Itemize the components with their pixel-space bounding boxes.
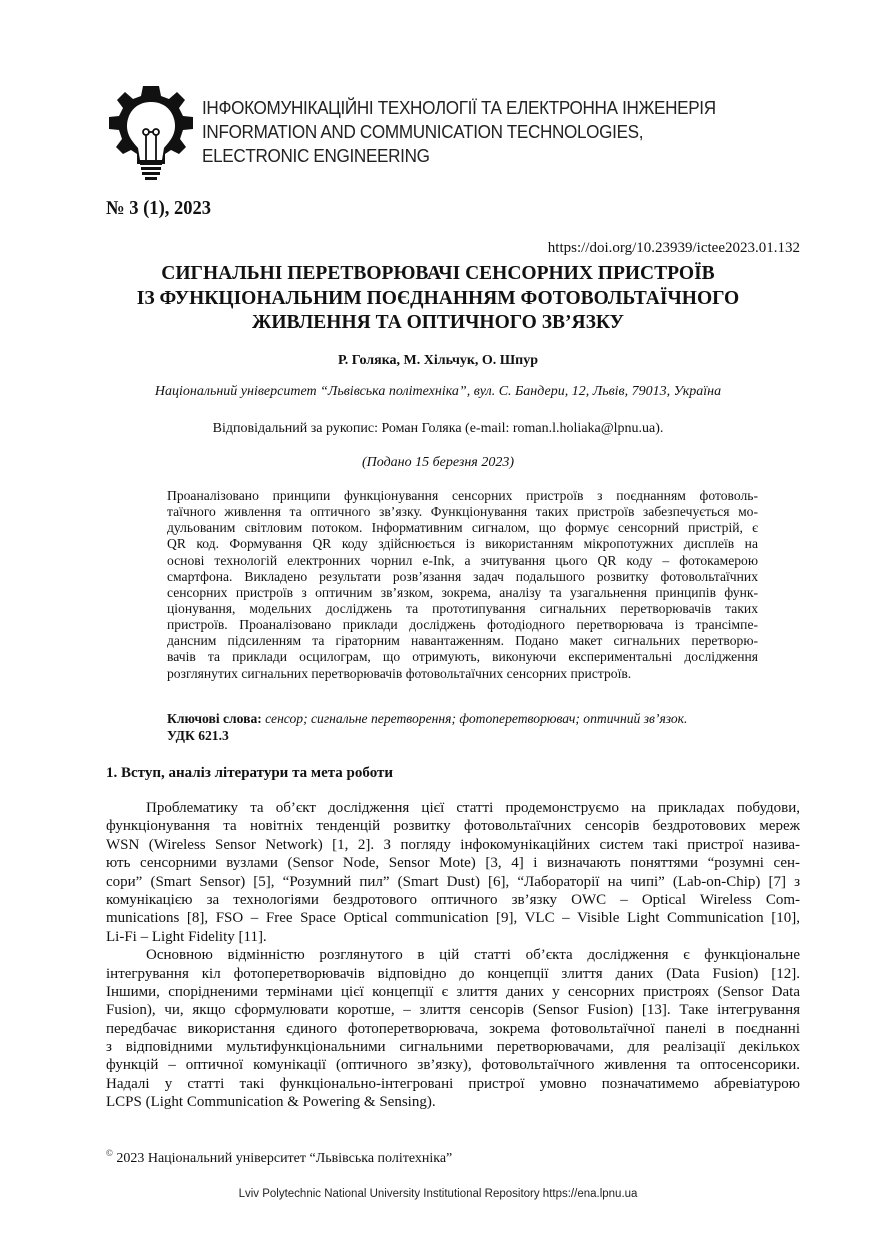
title-line: СИГНАЛЬНІ ПЕРЕТВОРЮВАЧІ СЕНСОРНИХ ПРИСТРОЇВ bbox=[161, 263, 715, 284]
submission-date: (Подано 15 березня 2023) bbox=[362, 455, 514, 470]
doi-link[interactable]: https://doi.org/10.23939/ictee2023.01.132 bbox=[547, 240, 800, 256]
title-line: ЖИВЛЕННЯ ТА ОПТИЧНОГО ЗВ’ЯЗКУ bbox=[252, 312, 624, 333]
body-line: комунікацією за технологіями бездротового оптичного зв’язку OWC – Optical Wireless Com- bbox=[106, 891, 800, 908]
body-line: Проблематику та об’єкт дослідження цієї статті продемонструємо на прикладах побудови, bbox=[146, 800, 800, 816]
body-line: Li-Fi – Light Fidelity [11]. bbox=[106, 928, 267, 945]
body-line: функцій – оптичної комунікації (оптичного зв’язку), фотовольтаїчного живлення та оптосенсорики. bbox=[106, 1057, 800, 1074]
udc-code: УДК 621.3 bbox=[167, 728, 229, 743]
abstract-line: основі технологій електронних чорнил e-Ink, а зчитування цього QR коду – фотокамерою bbox=[167, 552, 758, 568]
body-line: WSN (Wireless Sensor Network) [1, 2]. З погляду інфокомунікаційних систем такі пристрої назива- bbox=[106, 836, 800, 853]
abstract-line: Проаналізовано принципи функціонування сенсорних пристроїв з поєднанням фотоволь- bbox=[167, 488, 758, 503]
abstract-line: дансним підсиленням та гіраторним навантаженням. Подано макет сигнальних перетворю- bbox=[167, 633, 758, 649]
abstract-line: вачів та приклади осцилограм, що отримують, виконуючи експериментальні дослідження bbox=[167, 649, 758, 665]
body-line: інтегрування кіл фотоперетворювачів відповідно до концепції злиття даних (Data Fusion) [12]. bbox=[106, 965, 800, 982]
journal-title bbox=[202, 96, 779, 168]
paragraph bbox=[106, 946, 800, 1112]
abstract bbox=[167, 488, 758, 682]
affiliation: Національний університет “Львівська політехніка”, вул. С. Бандери, 12, Львів, 79013, Україна bbox=[154, 384, 722, 399]
body-line: munications [8], FSO – Free Space Optical communication [9], VLC – Visible Light Communication [10], bbox=[106, 910, 800, 927]
keywords-block bbox=[167, 710, 767, 744]
gear-lightbulb-icon bbox=[105, 80, 197, 182]
body-line: Основною відмінністю розглянутого в цій статті об’єкта дослідження є функціональне bbox=[146, 947, 800, 964]
abstract-line: розглянутих сигнальних перетворювачів фотовольтаїчних сенсорних пристроїв. bbox=[167, 665, 632, 681]
copyright-icon: © bbox=[106, 1148, 113, 1158]
journal-title-line: ІНФОКОМУНІКАЦІЙНІ ТЕХНОЛОГІЇ ТА ЕЛЕКТРОННА ІНЖЕНЕРІЯ bbox=[202, 97, 716, 118]
section-heading: 1. Вступ, аналіз літератури та мета роботи bbox=[106, 765, 394, 781]
copyright-text: 2023 Національний університет “Львівська політехніка” bbox=[112, 1151, 453, 1166]
section-body bbox=[106, 799, 800, 1112]
keywords-label: Ключові слова: bbox=[167, 711, 262, 726]
body-line: передбачає використання єдиного фотоперетворювача, зокрема фотовольтаїчної панелі в поєднанні bbox=[106, 1020, 800, 1037]
body-line: функціонування та новітніх тенденцій розвитку фотовольтаїчних сенсорів бездротовових мереж bbox=[106, 818, 800, 835]
title-line: ІЗ ФУНКЦІОНАЛЬНИМ ПОЄДНАННЯМ ФОТОВОЛЬТАЇЧНОГО bbox=[136, 287, 740, 309]
abstract-line: смартфона. Викладено результати розв’язання задач подальшого розвитку фотовольтаїчних bbox=[167, 568, 758, 584]
authors: Р. Голяка, М. Хільчук, О. Шпур bbox=[337, 353, 539, 368]
article-title bbox=[0, 262, 876, 336]
abstract-line: дульованим світловим потоком. Інформативним сигналом, що формує сенсорний пристрій, є bbox=[167, 520, 758, 536]
abstract-line: таїчного живлення та оптичного зв’язку. Функціонування таких пристроїв забезпечується мо- bbox=[167, 504, 758, 520]
abstract-line: ціонування, модельних досліджень та прототипування сигнальних перетворювачів таких bbox=[167, 600, 758, 616]
corresponding-author: Відповідальний за рукопис: Роман Голяка (e-mail: roman.l.holiaka@lpnu.ua). bbox=[212, 421, 664, 436]
issue-number: № 3 (1), 2023 bbox=[106, 198, 212, 219]
body-line: ють сенсорними вузлами (Sensor Node, Sensor Mote) [3, 4] і визначають поняттями “розумні сен- bbox=[106, 855, 800, 872]
copyright-notice bbox=[106, 1148, 452, 1167]
body-line: сори” (Smart Sensor) [5], “Розумний пил” (Smart Dust) [6], “Лабораторії на чипі” (Lab-on-Chip) [7] з bbox=[106, 873, 800, 890]
abstract-line: QR код. Формування QR коду здійснюється із використанням мікропотужних дисплеїв на bbox=[167, 536, 758, 552]
body-line: Іншими, спорідненими термінами цієї концепції є злиття даних у сенсорних пристроях (Sensor Data bbox=[106, 983, 800, 1000]
abstract-line: пристроїв. Проаналізовано приклади досліджень фотодіодного перетворювача із трансімпе- bbox=[167, 617, 758, 633]
abstract-line: сенсорних пристроїв з оптичним зв’язком, зокрема, аналізу та узагальнення принципів функ- bbox=[167, 584, 758, 600]
journal-title-line: INFORMATION AND COMMUNICATION TECHNOLOGIES, bbox=[202, 121, 644, 142]
repository-footer: Lviv Polytechnic National University Institutional Repository https://ena.lpnu.ua bbox=[238, 1188, 638, 1200]
body-line: з відповідними мультифункціональними сигнальними перетворювачами, для реалізації декількох bbox=[106, 1039, 800, 1056]
body-line: LCPS (Light Communication & Powering & Sensing). bbox=[106, 1094, 436, 1111]
body-line: Надалі у статті такі функціонально-інтегровані пристрої умовно позначатимемо абревіатурою bbox=[106, 1075, 800, 1092]
body-line: Fusion), чи, якщо сформулювати коротше, – злиття сенсорів (Sensor Fusion) [13]. Таке інтегрування bbox=[106, 1002, 800, 1019]
paragraph bbox=[106, 799, 800, 946]
journal-title-line: ELECTRONIC ENGINEERING bbox=[202, 145, 430, 166]
keywords-text: сенсор; сигнальне перетворення; фотоперетворювач; оптичний зв’язок. bbox=[261, 711, 688, 726]
